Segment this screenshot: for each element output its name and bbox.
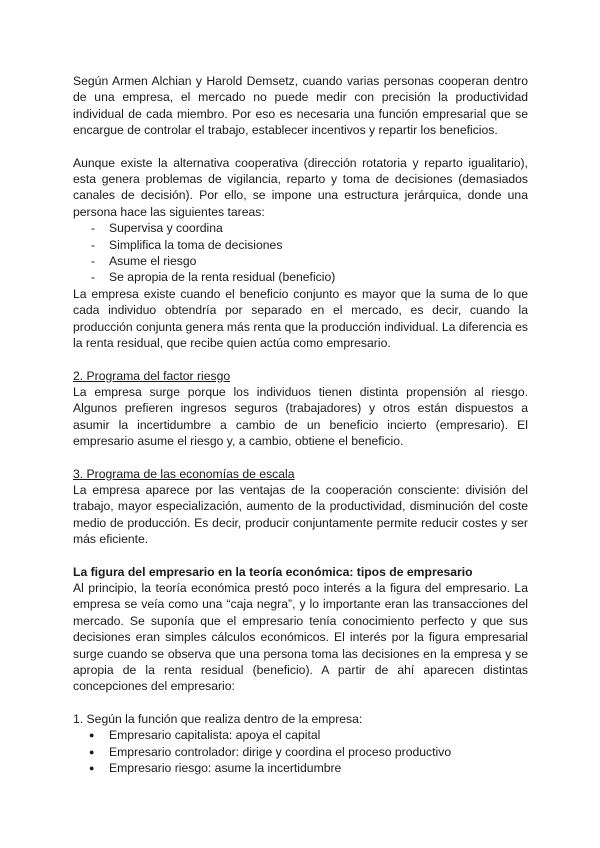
list-item (73, 253, 528, 269)
list-item-text: Se apropia de la renta residual (beneficio) (109, 270, 336, 285)
paragraph-cooperative-alternative: Aunque existe la alternativa cooperativa (dirección rotatoria y reparto igualitario), esta genera problemas de vigilancia, reparto y toma de decisiones (demasiados canales de decisión). Por ello, se impone una estructura jerárquica, donde una persona hace las siguientes tareas: (73, 155, 528, 219)
bullet-marker: ● (89, 730, 95, 741)
paragraph-risk-program: La empresa surge porque los individuos tienen distinta propensión al riesgo. Algunos prefieren ingresos seguros (trabajadores) y otros están dispuestos a asumir la incertidumbre a cambio de un beneficio incierto (empresario). El empresario asume el riesgo y, a cambio, obtiene el beneficio. (73, 384, 528, 449)
bullet-marker: ● (89, 746, 95, 757)
list-item (73, 760, 528, 776)
list-item-text: Supervisa y coordina (109, 221, 223, 236)
entrepreneur-type-list (73, 727, 528, 776)
list-item (73, 237, 528, 253)
spacer (73, 352, 528, 368)
heading-scale-program: 3. Programa de las economías de escala (73, 466, 295, 481)
list-item (73, 269, 528, 285)
spacer (73, 695, 528, 711)
task-list (73, 220, 528, 286)
heading-risk-program: 2. Programa del factor riesgo (73, 368, 231, 383)
heading-entrepreneur-types: La figura del empresario en la teoría económica: tipos de empresario (73, 564, 473, 579)
spacer (73, 548, 528, 564)
list-item (73, 744, 528, 760)
document-body (73, 73, 528, 776)
list-item-text: Empresario riesgo: asume la incertidumbre (109, 761, 342, 776)
list-item-text: Asume el riesgo (109, 254, 197, 269)
list-item-text: Simplifica la toma de decisiones (109, 237, 283, 252)
dash-marker: - (91, 221, 96, 236)
paragraph-alchian-demsetz: Según Armen Alchian y Harold Demsetz, cuando varias personas cooperan dentro de una empresa, el mercado no puede medir con precisión la productividad individual de cada miembro. Por eso es necesaria una función empresarial que se encargue de controlar el trabajo, establecer incentivos y repartir los beneficios. (73, 74, 528, 138)
dash-marker: - (91, 254, 96, 269)
paragraph-economic-theory: Al principio, la teoría económica prestó poco interés a la figura del empresario. La empresa se veía como una “caja negra”, y lo importante eran las transacciones del mercado. Se suponía que el empresario tenía conocimiento perfecto y que sus decisiones eran simples cálculos económicos. El interés por la figura empresarial surge cuando se observa que una persona toma las decisiones en la empresa y se apropia de la renta residual (beneficio). A partir de ahí aparecen distintas concepciones del empresario: (73, 580, 528, 694)
list-item (73, 727, 528, 743)
paragraph-function-classification: 1. Según la función que realiza dentro de la empresa: (73, 711, 363, 726)
list-item-text: Empresario capitalista: apoya el capital (109, 728, 321, 743)
spacer (73, 450, 528, 466)
spacer (73, 139, 528, 155)
paragraph-residual-income: La empresa existe cuando el beneficio conjunto es mayor que la suma de lo que cada individuo obtendría por separado en el mercado, es decir, cuando la producción conjunta genera más renta que la producción individual. La diferencia es la renta residual, que recibe quien actúa como empresario. (73, 286, 528, 351)
list-item-text: Empresario controlador: dirige y coordina el proceso productivo (109, 744, 452, 759)
bullet-marker: ● (89, 763, 95, 774)
dash-marker: - (91, 270, 96, 285)
list-item (73, 220, 528, 236)
dash-marker: - (91, 237, 96, 252)
paragraph-scale-program: La empresa aparece por las ventajas de la cooperación consciente: división del trabajo, mayor especialización, aumento de la productividad, disminución del coste medio de producción. Es decir, producir conjuntamente permite reducir costes y ser más eficiente. (73, 482, 528, 547)
